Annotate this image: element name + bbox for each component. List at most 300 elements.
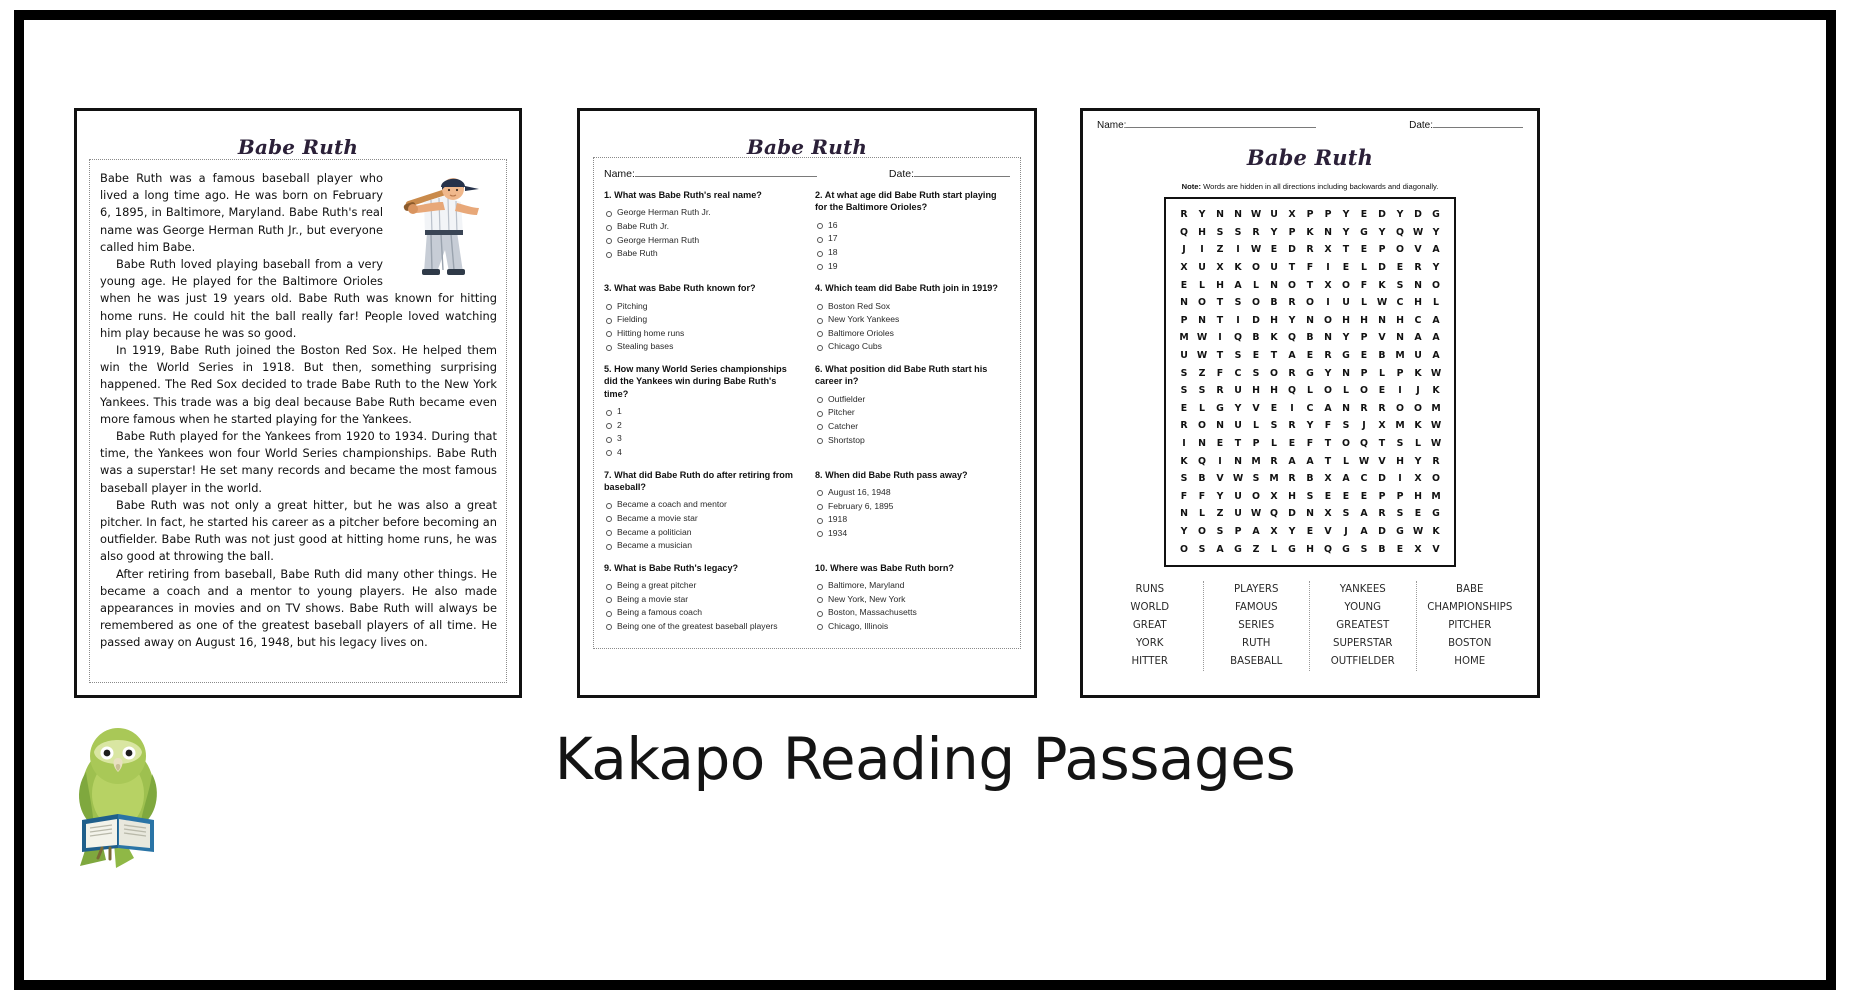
word-search-cell[interactable]: Y: [1432, 226, 1440, 238]
word-search-cell[interactable]: K: [1432, 525, 1440, 537]
answer-option[interactable]: 2: [604, 419, 799, 433]
word-search-cell[interactable]: X: [1270, 525, 1278, 537]
word-search-cell[interactable]: V: [1432, 543, 1440, 555]
word-search-cell[interactable]: W: [1376, 297, 1388, 309]
word-search-cell[interactable]: L: [1361, 262, 1367, 274]
word-search-cell[interactable]: N: [1396, 332, 1404, 344]
word-search-cell[interactable]: P: [1252, 438, 1260, 450]
word-search-cell[interactable]: W: [1250, 244, 1262, 256]
word-search-cell[interactable]: S: [1198, 385, 1206, 397]
word-search-cell[interactable]: U: [1270, 209, 1278, 221]
answer-option[interactable]: Chicago, Illinois: [815, 620, 1010, 634]
answer-option[interactable]: 1934: [815, 527, 1010, 541]
word-search-cell[interactable]: A: [1432, 314, 1440, 326]
word-search-cell[interactable]: D: [1378, 473, 1386, 485]
word-search-cell[interactable]: D: [1288, 508, 1296, 520]
word-search-cell[interactable]: L: [1343, 455, 1349, 467]
word-bank-word[interactable]: YOUNG: [1344, 601, 1382, 613]
word-search-cell[interactable]: S: [1252, 473, 1260, 485]
word-search-cell[interactable]: F: [1360, 279, 1368, 291]
word-search-cell[interactable]: Y: [1288, 525, 1296, 537]
word-search-cell[interactable]: X: [1288, 209, 1296, 221]
word-search-cell[interactable]: Y: [1198, 209, 1206, 221]
word-search-cell[interactable]: W: [1232, 473, 1244, 485]
word-search-cell[interactable]: M: [1251, 455, 1261, 467]
word-search-cell[interactable]: W: [1412, 226, 1424, 238]
word-search-cell[interactable]: O: [1324, 314, 1332, 326]
word-search-cell[interactable]: G: [1288, 543, 1296, 555]
word-search-cell[interactable]: T: [1288, 262, 1296, 274]
word-search-cell[interactable]: S: [1216, 525, 1224, 537]
word-search-cell[interactable]: S: [1360, 543, 1368, 555]
word-search-cell[interactable]: W: [1430, 367, 1442, 379]
word-search-cell[interactable]: L: [1379, 367, 1385, 379]
word-search-cell[interactable]: I: [1218, 455, 1222, 467]
word-search-cell[interactable]: I: [1398, 385, 1402, 397]
word-search-cell[interactable]: K: [1270, 332, 1278, 344]
word-search-cell[interactable]: A: [1288, 455, 1296, 467]
word-search-cell[interactable]: N: [1216, 209, 1224, 221]
word-search-cell[interactable]: J: [1362, 420, 1366, 432]
answer-option[interactable]: Baltimore Orioles: [815, 327, 1010, 341]
word-search-cell[interactable]: U: [1234, 385, 1242, 397]
word-search-cell[interactable]: F: [1198, 490, 1206, 502]
word-search-cell[interactable]: E: [1306, 350, 1314, 362]
word-search-cell[interactable]: D: [1378, 262, 1386, 274]
word-search-cell[interactable]: U: [1414, 350, 1422, 362]
answer-option[interactable]: George Herman Ruth Jr.: [604, 206, 799, 220]
word-search-cell[interactable]: S: [1342, 420, 1350, 432]
word-search-cell[interactable]: X: [1414, 543, 1422, 555]
ws-name-input-rule[interactable]: [1126, 119, 1316, 128]
word-search-cell[interactable]: Q: [1270, 508, 1278, 520]
word-search-cell[interactable]: H: [1270, 314, 1278, 326]
word-search-cell[interactable]: O: [1306, 297, 1314, 309]
answer-option[interactable]: Stealing bases: [604, 340, 799, 354]
word-search-cell[interactable]: R: [1414, 262, 1422, 274]
word-bank-word[interactable]: CHAMPIONSHIPS: [1427, 601, 1513, 613]
word-search-cell[interactable]: S: [1270, 420, 1278, 432]
word-search-cell[interactable]: L: [1199, 402, 1205, 414]
word-search-cell[interactable]: H: [1414, 490, 1422, 502]
word-search-cell[interactable]: S: [1396, 508, 1404, 520]
word-search-cell[interactable]: O: [1198, 297, 1206, 309]
word-search-cell[interactable]: G: [1342, 350, 1350, 362]
word-search-cell[interactable]: O: [1432, 473, 1440, 485]
word-search-cell[interactable]: A: [1414, 332, 1422, 344]
word-search-cell[interactable]: P: [1180, 314, 1188, 326]
word-search-cell[interactable]: Q: [1396, 226, 1404, 238]
word-search-cell[interactable]: N: [1180, 508, 1188, 520]
word-search-cell[interactable]: N: [1342, 367, 1350, 379]
answer-option[interactable]: 1: [604, 405, 799, 419]
answer-option[interactable]: Boston Red Sox: [815, 300, 1010, 314]
word-search-cell[interactable]: M: [1395, 420, 1405, 432]
word-search-cell[interactable]: X: [1216, 262, 1224, 274]
word-search-cell[interactable]: T: [1216, 297, 1224, 309]
word-search-cell[interactable]: Q: [1288, 332, 1296, 344]
word-bank-word[interactable]: GREAT: [1132, 619, 1167, 631]
word-search-cell[interactable]: E: [1360, 350, 1368, 362]
word-search-cell[interactable]: I: [1326, 262, 1330, 274]
word-bank-word[interactable]: GREATEST: [1336, 619, 1390, 631]
word-search-cell[interactable]: R: [1432, 455, 1440, 467]
word-search-cell[interactable]: D: [1414, 209, 1422, 221]
word-search-cell[interactable]: Y: [1234, 402, 1242, 414]
word-search-cell[interactable]: E: [1216, 438, 1224, 450]
word-search-cell[interactable]: N: [1324, 332, 1332, 344]
word-search-cell[interactable]: E: [1180, 279, 1188, 291]
word-search-cell[interactable]: E: [1288, 438, 1296, 450]
answer-option[interactable]: 16: [815, 219, 1010, 233]
word-search-cell[interactable]: C: [1396, 297, 1404, 309]
word-search-cell[interactable]: X: [1270, 490, 1278, 502]
word-search-cell[interactable]: J: [1416, 385, 1420, 397]
word-search-cell[interactable]: G: [1306, 367, 1314, 379]
word-search-cell[interactable]: R: [1288, 473, 1296, 485]
answer-option[interactable]: August 16, 1948: [815, 486, 1010, 500]
word-search-cell[interactable]: I: [1236, 314, 1240, 326]
word-search-cell[interactable]: L: [1307, 385, 1313, 397]
word-search-cell[interactable]: Q: [1198, 455, 1206, 467]
word-search-cell[interactable]: G: [1342, 543, 1350, 555]
word-bank-word[interactable]: YORK: [1136, 637, 1164, 649]
word-search-cell[interactable]: W: [1196, 350, 1208, 362]
word-search-cell[interactable]: P: [1324, 209, 1332, 221]
word-search-cell[interactable]: S: [1180, 473, 1188, 485]
word-search-cell[interactable]: O: [1270, 367, 1278, 379]
word-search-cell[interactable]: S: [1180, 385, 1188, 397]
word-search-cell[interactable]: K: [1432, 385, 1440, 397]
word-search-cell[interactable]: K: [1234, 262, 1242, 274]
word-bank-word[interactable]: WORLD: [1130, 601, 1170, 613]
word-search-cell[interactable]: L: [1433, 297, 1439, 309]
word-search-cell[interactable]: N: [1198, 438, 1206, 450]
word-bank-word[interactable]: FAMOUS: [1234, 601, 1278, 613]
answer-option[interactable]: Chicago Cubs: [815, 340, 1010, 354]
word-search-cell[interactable]: A: [1288, 350, 1296, 362]
word-search-cell[interactable]: P: [1378, 490, 1386, 502]
answer-option[interactable]: Being a movie star: [604, 593, 799, 607]
word-search-cell[interactable]: S: [1234, 350, 1242, 362]
answer-option[interactable]: Being a great pitcher: [604, 579, 799, 593]
word-search-cell[interactable]: L: [1199, 508, 1205, 520]
word-search-cell[interactable]: Y: [1180, 525, 1188, 537]
word-search-cell[interactable]: R: [1216, 385, 1224, 397]
word-search-cell[interactable]: Z: [1198, 367, 1206, 379]
answer-option[interactable]: Baltimore, Maryland: [815, 579, 1010, 593]
word-search-cell[interactable]: E: [1306, 525, 1314, 537]
word-search-cell[interactable]: L: [1415, 438, 1421, 450]
ws-date-input-rule[interactable]: [1433, 119, 1523, 128]
word-search-cell[interactable]: Y: [1324, 367, 1332, 379]
word-search-cell[interactable]: O: [1324, 385, 1332, 397]
word-search-cell[interactable]: A: [1306, 455, 1314, 467]
word-search-cell[interactable]: Q: [1324, 543, 1332, 555]
word-search-cell[interactable]: U: [1342, 297, 1350, 309]
word-bank-word[interactable]: PITCHER: [1448, 619, 1492, 631]
word-search-cell[interactable]: R: [1288, 297, 1296, 309]
word-search-cell[interactable]: N: [1414, 279, 1422, 291]
word-search-cell[interactable]: Q: [1360, 438, 1368, 450]
word-search-cell[interactable]: X: [1324, 279, 1332, 291]
word-search-cell[interactable]: B: [1270, 297, 1278, 309]
word-search-cell[interactable]: A: [1234, 279, 1242, 291]
word-search-cell[interactable]: H: [1414, 297, 1422, 309]
word-search-cell[interactable]: G: [1432, 508, 1440, 520]
word-search-cell[interactable]: S: [1216, 226, 1224, 238]
word-search-cell[interactable]: A: [1432, 244, 1440, 256]
word-search-cell[interactable]: S: [1234, 297, 1242, 309]
answer-option[interactable]: Hitting home runs: [604, 327, 799, 341]
word-search-cell[interactable]: T: [1234, 438, 1242, 450]
word-search-cell[interactable]: I: [1290, 402, 1294, 414]
word-search-cell[interactable]: I: [1326, 297, 1330, 309]
word-search-cell[interactable]: Y: [1396, 209, 1404, 221]
word-search-cell[interactable]: R: [1324, 350, 1332, 362]
word-search-cell[interactable]: E: [1252, 350, 1260, 362]
word-search-cell[interactable]: E: [1414, 508, 1422, 520]
answer-option[interactable]: Catcher: [815, 420, 1010, 434]
word-search-cell[interactable]: E: [1378, 385, 1386, 397]
word-search-cell[interactable]: F: [1216, 367, 1224, 379]
answer-option[interactable]: Became a musician: [604, 539, 799, 553]
word-search-cell[interactable]: F: [1180, 490, 1188, 502]
word-search-cell[interactable]: H: [1360, 314, 1368, 326]
word-search-cell[interactable]: C: [1234, 367, 1242, 379]
word-search-cell[interactable]: N: [1324, 226, 1332, 238]
word-bank-word[interactable]: BASEBALL: [1230, 655, 1283, 667]
word-search-cell[interactable]: R: [1360, 402, 1368, 414]
word-search-cell[interactable]: S: [1252, 367, 1260, 379]
word-search-cell[interactable]: F: [1324, 420, 1332, 432]
word-search-cell[interactable]: K: [1306, 226, 1314, 238]
ws-date-field-group[interactable]: [1409, 119, 1523, 131]
word-bank-word[interactable]: HITTER: [1131, 655, 1168, 667]
word-search-cell[interactable]: X: [1414, 473, 1422, 485]
word-search-cell[interactable]: N: [1234, 209, 1242, 221]
word-search-cell[interactable]: H: [1252, 385, 1260, 397]
word-search-cell[interactable]: T: [1216, 350, 1224, 362]
word-search-cell[interactable]: O: [1342, 279, 1350, 291]
word-search-cell[interactable]: M: [1431, 402, 1441, 414]
word-search-cell[interactable]: S: [1306, 490, 1314, 502]
word-search-cell[interactable]: Q: [1234, 332, 1242, 344]
word-search-cell[interactable]: O: [1360, 385, 1368, 397]
word-bank-word[interactable]: PLAYERS: [1234, 583, 1279, 595]
word-search-cell[interactable]: N: [1306, 314, 1314, 326]
answer-option[interactable]: 3: [604, 432, 799, 446]
word-search-cell[interactable]: B: [1198, 473, 1206, 485]
answer-option[interactable]: Boston, Massachusetts: [815, 606, 1010, 620]
word-search-cell[interactable]: K: [1414, 367, 1422, 379]
answer-option[interactable]: Babe Ruth: [604, 247, 799, 261]
word-search-cell[interactable]: L: [1271, 543, 1277, 555]
word-search-cell[interactable]: P: [1396, 367, 1404, 379]
word-search-cell[interactable]: C: [1360, 473, 1368, 485]
word-search-cell[interactable]: D: [1252, 314, 1260, 326]
word-search-cell[interactable]: Z: [1216, 244, 1224, 256]
word-search-cell[interactable]: R: [1378, 508, 1386, 520]
answer-option[interactable]: Pitching: [604, 300, 799, 314]
word-search-cell[interactable]: R: [1252, 226, 1260, 238]
word-search-cell[interactable]: E: [1396, 543, 1404, 555]
word-search-cell[interactable]: E: [1324, 490, 1332, 502]
word-search-cell[interactable]: D: [1288, 244, 1296, 256]
word-search-cell[interactable]: O: [1396, 244, 1404, 256]
word-search-cell[interactable]: R: [1270, 455, 1278, 467]
word-search-cell[interactable]: E: [1270, 402, 1278, 414]
word-search-cell[interactable]: E: [1342, 262, 1350, 274]
word-search-cell[interactable]: K: [1414, 420, 1422, 432]
word-search-cell[interactable]: A: [1342, 473, 1350, 485]
answer-option[interactable]: Became a politician: [604, 526, 799, 540]
word-search-cell[interactable]: O: [1414, 402, 1422, 414]
word-search-cell[interactable]: P: [1288, 226, 1296, 238]
word-search-cell[interactable]: G: [1396, 525, 1404, 537]
word-bank-word[interactable]: RUTH: [1242, 637, 1271, 649]
word-search-cell[interactable]: P: [1306, 209, 1314, 221]
word-bank-word[interactable]: RUNS: [1135, 583, 1165, 595]
word-search-cell[interactable]: H: [1396, 314, 1404, 326]
word-search-cell[interactable]: E: [1360, 209, 1368, 221]
word-search-cell[interactable]: O: [1252, 262, 1260, 274]
word-search-cell[interactable]: T: [1378, 438, 1386, 450]
word-search-cell[interactable]: V: [1414, 244, 1422, 256]
word-search-cell[interactable]: U: [1270, 262, 1278, 274]
word-search-cell[interactable]: O: [1252, 297, 1260, 309]
word-search-cell[interactable]: W: [1358, 455, 1370, 467]
word-search-cell[interactable]: M: [1395, 350, 1405, 362]
word-search-cell[interactable]: I: [1398, 473, 1402, 485]
word-bank-word[interactable]: BOSTON: [1448, 637, 1492, 649]
word-bank-word[interactable]: BABE: [1456, 583, 1484, 595]
answer-option[interactable]: 19: [815, 260, 1010, 274]
word-search-cell[interactable]: D: [1378, 525, 1386, 537]
word-search-cell[interactable]: R: [1288, 367, 1296, 379]
word-search-cell[interactable]: T: [1324, 438, 1332, 450]
word-search-cell[interactable]: P: [1360, 332, 1368, 344]
answer-option[interactable]: New York Yankees: [815, 313, 1010, 327]
date-input-rule[interactable]: [914, 168, 1010, 177]
word-search-cell[interactable]: H: [1342, 314, 1350, 326]
word-search-cell[interactable]: L: [1343, 385, 1349, 397]
word-search-cell[interactable]: O: [1396, 402, 1404, 414]
word-search-cell[interactable]: U: [1234, 490, 1242, 502]
word-search-cell[interactable]: T: [1216, 314, 1224, 326]
word-search-cell[interactable]: L: [1253, 420, 1259, 432]
word-search-cell[interactable]: R: [1180, 420, 1188, 432]
word-search-cell[interactable]: S: [1180, 367, 1188, 379]
word-search-cell[interactable]: N: [1378, 314, 1386, 326]
word-search-cell[interactable]: L: [1199, 279, 1205, 291]
word-search-cell[interactable]: X: [1324, 508, 1332, 520]
word-search-cell[interactable]: P: [1378, 244, 1386, 256]
word-search-cell[interactable]: N: [1216, 420, 1224, 432]
word-search-cell[interactable]: E: [1360, 490, 1368, 502]
word-search-cell[interactable]: X: [1324, 473, 1332, 485]
word-search-cell[interactable]: Q: [1288, 385, 1296, 397]
word-search-cell[interactable]: G: [1360, 226, 1368, 238]
word-search-cell[interactable]: W: [1250, 209, 1262, 221]
word-search-cell[interactable]: O: [1180, 543, 1188, 555]
word-search-cell[interactable]: N: [1342, 402, 1350, 414]
answer-option[interactable]: Shortstop: [815, 434, 1010, 448]
word-search-cell[interactable]: Y: [1342, 209, 1350, 221]
answer-option[interactable]: Became a coach and mentor: [604, 498, 799, 512]
word-search-cell[interactable]: P: [1234, 525, 1242, 537]
word-search-cell[interactable]: C: [1414, 314, 1422, 326]
word-search-cell[interactable]: B: [1378, 350, 1386, 362]
word-search-cell[interactable]: V: [1378, 332, 1386, 344]
word-search-cell[interactable]: H: [1288, 490, 1296, 502]
answer-option[interactable]: Babe Ruth Jr.: [604, 220, 799, 234]
word-search-cell[interactable]: A: [1360, 525, 1368, 537]
word-search-cell[interactable]: K: [1378, 279, 1386, 291]
word-search-cell[interactable]: R: [1288, 420, 1296, 432]
word-search-cell[interactable]: Q: [1180, 226, 1188, 238]
word-search-cell[interactable]: Y: [1342, 226, 1350, 238]
word-search-cell[interactable]: I: [1218, 332, 1222, 344]
word-search-cell[interactable]: R: [1378, 402, 1386, 414]
word-search-cell[interactable]: H: [1198, 226, 1206, 238]
word-search-cell[interactable]: O: [1288, 279, 1296, 291]
word-search-cell[interactable]: Y: [1270, 226, 1278, 238]
word-search-cell[interactable]: A: [1360, 508, 1368, 520]
word-search-cell[interactable]: U: [1234, 420, 1242, 432]
word-search-cell[interactable]: O: [1252, 490, 1260, 502]
word-search-cell[interactable]: I: [1182, 438, 1186, 450]
word-search-cell[interactable]: Y: [1306, 420, 1314, 432]
word-search-cell[interactable]: G: [1216, 402, 1224, 414]
word-search-cell[interactable]: G: [1432, 209, 1440, 221]
name-field-group[interactable]: [604, 168, 817, 180]
word-search-cell[interactable]: C: [1306, 402, 1314, 414]
answer-option[interactable]: February 6, 1895: [815, 500, 1010, 514]
word-search-cell[interactable]: N: [1180, 297, 1188, 309]
word-bank-word[interactable]: SUPERSTAR: [1332, 637, 1393, 649]
word-search-cell[interactable]: E: [1342, 490, 1350, 502]
answer-option[interactable]: Outfielder: [815, 393, 1010, 407]
word-search-cell[interactable]: E: [1396, 262, 1404, 274]
word-search-cell[interactable]: D: [1378, 209, 1386, 221]
word-search-cell[interactable]: I: [1200, 244, 1204, 256]
word-search-cell[interactable]: A: [1432, 332, 1440, 344]
word-search-cell[interactable]: N: [1234, 455, 1242, 467]
word-search-cell[interactable]: U: [1234, 508, 1242, 520]
word-search-cell[interactable]: M: [1179, 332, 1189, 344]
word-search-cell[interactable]: S: [1396, 438, 1404, 450]
word-search-cell[interactable]: I: [1236, 244, 1240, 256]
word-search-cell[interactable]: L: [1253, 279, 1259, 291]
word-search-cell[interactable]: N: [1198, 314, 1206, 326]
word-search-cell[interactable]: N: [1270, 279, 1278, 291]
word-search-cell[interactable]: Y: [1288, 314, 1296, 326]
answer-option[interactable]: Fielding: [604, 313, 799, 327]
word-search-cell[interactable]: S: [1198, 543, 1206, 555]
word-search-cell[interactable]: A: [1216, 543, 1224, 555]
word-search-cell[interactable]: X: [1324, 244, 1332, 256]
word-bank-word[interactable]: SERIES: [1238, 619, 1275, 631]
ws-name-field-group[interactable]: [1097, 119, 1316, 131]
word-search-cell[interactable]: F: [1306, 262, 1314, 274]
word-search-cell[interactable]: B: [1306, 332, 1314, 344]
word-search-cell[interactable]: T: [1324, 455, 1332, 467]
word-search-cell[interactable]: W: [1412, 525, 1424, 537]
answer-option[interactable]: 17: [815, 232, 1010, 246]
answer-option[interactable]: Being a famous coach: [604, 606, 799, 620]
word-search-cell[interactable]: R: [1180, 209, 1188, 221]
